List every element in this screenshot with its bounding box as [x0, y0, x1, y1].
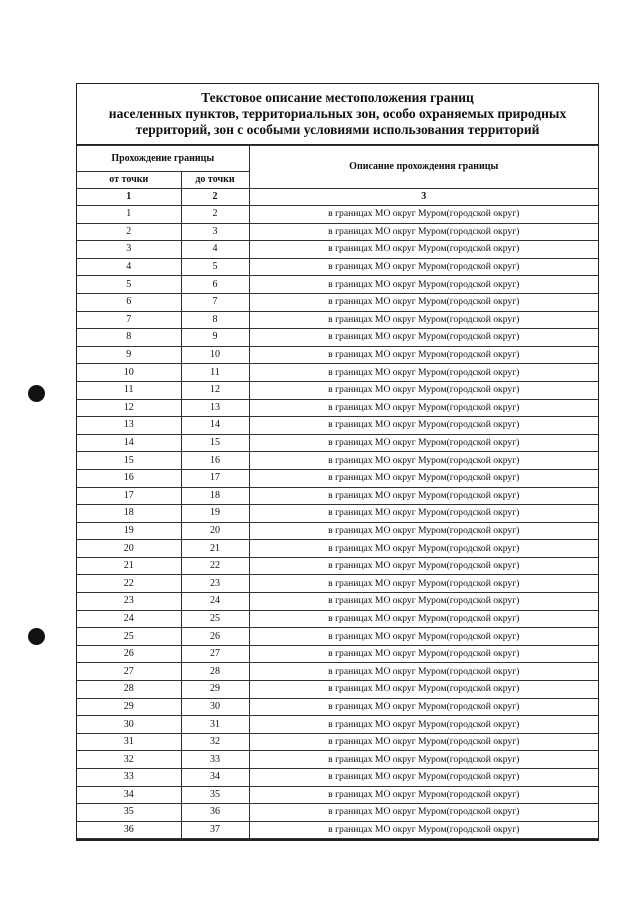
cell-from-point: 12 — [77, 399, 181, 417]
cell-description: в границах МО округ Муром(городской округ) — [249, 381, 598, 399]
cell-from-point: 7 — [77, 311, 181, 329]
cell-to-point: 28 — [181, 663, 249, 681]
cell-to-point: 22 — [181, 557, 249, 575]
cell-from-point: 11 — [77, 381, 181, 399]
title-line-3: территорий, зон с особыми условиями использования территорий — [135, 122, 540, 137]
cell-to-point: 35 — [181, 786, 249, 804]
cell-from-point: 33 — [77, 769, 181, 787]
cell-from-point: 13 — [77, 417, 181, 435]
cell-description: в границах МО округ Муром(городской округ) — [249, 206, 598, 224]
cell-from-point: 24 — [77, 610, 181, 628]
table-row — [77, 258, 598, 276]
cell-from-point: 8 — [77, 329, 181, 347]
cell-from-point: 23 — [77, 593, 181, 611]
column-number-1: 1 — [77, 189, 181, 206]
table-row — [77, 769, 598, 787]
cell-description: в границах МО округ Муром(городской округ) — [249, 769, 598, 787]
cell-description: в границах МО округ Муром(городской округ) — [249, 293, 598, 311]
cell-to-point: 27 — [181, 645, 249, 663]
cell-from-point: 29 — [77, 698, 181, 716]
table-row — [77, 557, 598, 575]
cell-to-point: 20 — [181, 522, 249, 540]
cell-to-point: 15 — [181, 434, 249, 452]
cell-from-point: 22 — [77, 575, 181, 593]
cell-from-point: 4 — [77, 258, 181, 276]
table-row — [77, 786, 598, 804]
cell-from-point: 34 — [77, 786, 181, 804]
cell-to-point: 2 — [181, 206, 249, 224]
cell-from-point: 10 — [77, 364, 181, 382]
cell-description: в границах МО округ Муром(городской округ) — [249, 276, 598, 294]
cell-to-point: 5 — [181, 258, 249, 276]
cell-from-point: 25 — [77, 628, 181, 646]
cell-to-point: 33 — [181, 751, 249, 769]
cell-from-point: 2 — [77, 223, 181, 241]
cell-to-point: 13 — [181, 399, 249, 417]
cell-description: в границах МО округ Муром(городской округ) — [249, 364, 598, 382]
header-description: Описание прохождения границы — [249, 146, 598, 189]
cell-from-point: 35 — [77, 804, 181, 822]
cell-from-point: 27 — [77, 663, 181, 681]
cell-description: в границах МО округ Муром(городской округ) — [249, 557, 598, 575]
table-row — [77, 364, 598, 382]
table-row — [77, 276, 598, 294]
cell-description: в границах МО округ Муром(городской округ) — [249, 329, 598, 347]
cell-to-point: 10 — [181, 346, 249, 364]
cell-description: в границах МО округ Муром(городской округ) — [249, 716, 598, 734]
table-row — [77, 610, 598, 628]
cell-to-point: 8 — [181, 311, 249, 329]
cell-to-point: 29 — [181, 681, 249, 699]
cell-description: в границах МО округ Муром(городской округ) — [249, 786, 598, 804]
table-row — [77, 399, 598, 417]
cell-description: в границах МО округ Муром(городской округ) — [249, 505, 598, 523]
cell-to-point: 18 — [181, 487, 249, 505]
table-row — [77, 206, 598, 224]
cell-from-point: 18 — [77, 505, 181, 523]
table-row — [77, 663, 598, 681]
cell-description: в границах МО округ Муром(городской округ) — [249, 258, 598, 276]
boundary-description-sheet — [76, 83, 599, 841]
cell-from-point: 31 — [77, 733, 181, 751]
cell-from-point: 1 — [77, 206, 181, 224]
cell-to-point: 31 — [181, 716, 249, 734]
cell-from-point: 3 — [77, 241, 181, 259]
cell-description: в границах МО округ Муром(городской округ) — [249, 804, 598, 822]
cell-to-point: 36 — [181, 804, 249, 822]
table-row — [77, 681, 598, 699]
cell-description: в границах МО округ Муром(городской округ) — [249, 610, 598, 628]
cell-description: в границах МО округ Муром(городской округ) — [249, 733, 598, 751]
table-row — [77, 293, 598, 311]
title-line-1: Текстовое описание местоположения границ — [201, 90, 474, 105]
table-row — [77, 434, 598, 452]
cell-to-point: 21 — [181, 540, 249, 558]
cell-to-point: 24 — [181, 593, 249, 611]
header-from-point: от точки — [77, 172, 181, 189]
table-row — [77, 311, 598, 329]
table-row — [77, 346, 598, 364]
cell-from-point: 9 — [77, 346, 181, 364]
cell-to-point: 16 — [181, 452, 249, 470]
table-row — [77, 452, 598, 470]
punch-hole-lower — [28, 628, 45, 645]
cell-description: в границах МО округ Муром(городской округ) — [249, 434, 598, 452]
cell-from-point: 32 — [77, 751, 181, 769]
cell-from-point: 36 — [77, 821, 181, 839]
punch-hole-upper — [28, 385, 45, 402]
cell-to-point: 26 — [181, 628, 249, 646]
document-title — [77, 84, 598, 145]
cell-description: в границах МО округ Муром(городской округ) — [249, 311, 598, 329]
cell-from-point: 26 — [77, 645, 181, 663]
cell-to-point: 37 — [181, 821, 249, 839]
cell-description: в границах МО округ Муром(городской округ) — [249, 223, 598, 241]
table-row — [77, 804, 598, 822]
table-row — [77, 645, 598, 663]
cell-to-point: 19 — [181, 505, 249, 523]
cell-description: в границах МО округ Муром(городской округ) — [249, 663, 598, 681]
table-row — [77, 381, 598, 399]
cell-description: в границах МО округ Муром(городской округ) — [249, 452, 598, 470]
cell-from-point: 20 — [77, 540, 181, 558]
cell-description: в границах МО округ Муром(городской округ) — [249, 628, 598, 646]
cell-to-point: 9 — [181, 329, 249, 347]
table-row — [77, 329, 598, 347]
cell-from-point: 15 — [77, 452, 181, 470]
cell-from-point: 16 — [77, 469, 181, 487]
cell-from-point: 5 — [77, 276, 181, 294]
cell-to-point: 25 — [181, 610, 249, 628]
cell-description: в границах МО округ Муром(городской округ) — [249, 346, 598, 364]
cell-to-point: 4 — [181, 241, 249, 259]
header-to-point: до точки — [181, 172, 249, 189]
table-row — [77, 628, 598, 646]
cell-description: в границах МО округ Муром(городской округ) — [249, 645, 598, 663]
cell-to-point: 32 — [181, 733, 249, 751]
cell-to-point: 11 — [181, 364, 249, 382]
cell-from-point: 17 — [77, 487, 181, 505]
cell-from-point: 6 — [77, 293, 181, 311]
cell-description: в границах МО округ Муром(городской округ) — [249, 681, 598, 699]
table-row — [77, 575, 598, 593]
cell-to-point: 30 — [181, 698, 249, 716]
cell-to-point: 3 — [181, 223, 249, 241]
cell-description: в границах МО округ Муром(городской округ) — [249, 417, 598, 435]
cell-to-point: 23 — [181, 575, 249, 593]
cell-description: в границах МО округ Муром(городской округ) — [249, 469, 598, 487]
table-row — [77, 522, 598, 540]
table-row — [77, 505, 598, 523]
cell-description: в границах МО округ Муром(городской округ) — [249, 241, 598, 259]
cell-to-point: 17 — [181, 469, 249, 487]
title-line-2: населенных пунктов, территориальных зон, особо охраняемых природных — [108, 106, 567, 121]
table-row — [77, 593, 598, 611]
table-row — [77, 716, 598, 734]
cell-description: в границах МО округ Муром(городской округ) — [249, 698, 598, 716]
cell-from-point: 28 — [77, 681, 181, 699]
table-row — [77, 417, 598, 435]
table-row — [77, 487, 598, 505]
cell-from-point: 14 — [77, 434, 181, 452]
column-number-2: 2 — [181, 189, 249, 206]
cell-description: в границах МО округ Муром(городской округ) — [249, 593, 598, 611]
header-passage: Прохождение границы — [77, 146, 249, 172]
table-row — [77, 540, 598, 558]
cell-description: в границах МО округ Муром(городской округ) — [249, 751, 598, 769]
table-row — [77, 698, 598, 716]
cell-description: в границах МО округ Муром(городской округ) — [249, 399, 598, 417]
column-number-3: 3 — [249, 189, 598, 206]
cell-to-point: 34 — [181, 769, 249, 787]
cell-to-point: 12 — [181, 381, 249, 399]
cell-from-point: 21 — [77, 557, 181, 575]
boundary-table — [77, 145, 598, 839]
table-row — [77, 241, 598, 259]
cell-description: в границах МО округ Муром(городской округ) — [249, 522, 598, 540]
cell-to-point: 7 — [181, 293, 249, 311]
table-row — [77, 469, 598, 487]
cell-description: в границах МО округ Муром(городской округ) — [249, 821, 598, 839]
cell-from-point: 30 — [77, 716, 181, 734]
table-row — [77, 751, 598, 769]
table-row — [77, 733, 598, 751]
table-row — [77, 821, 598, 839]
cell-description: в границах МО округ Муром(городской округ) — [249, 575, 598, 593]
cell-description: в границах МО округ Муром(городской округ) — [249, 540, 598, 558]
cell-description: в границах МО округ Муром(городской округ) — [249, 487, 598, 505]
cell-to-point: 6 — [181, 276, 249, 294]
table-row — [77, 223, 598, 241]
cell-to-point: 14 — [181, 417, 249, 435]
cell-from-point: 19 — [77, 522, 181, 540]
